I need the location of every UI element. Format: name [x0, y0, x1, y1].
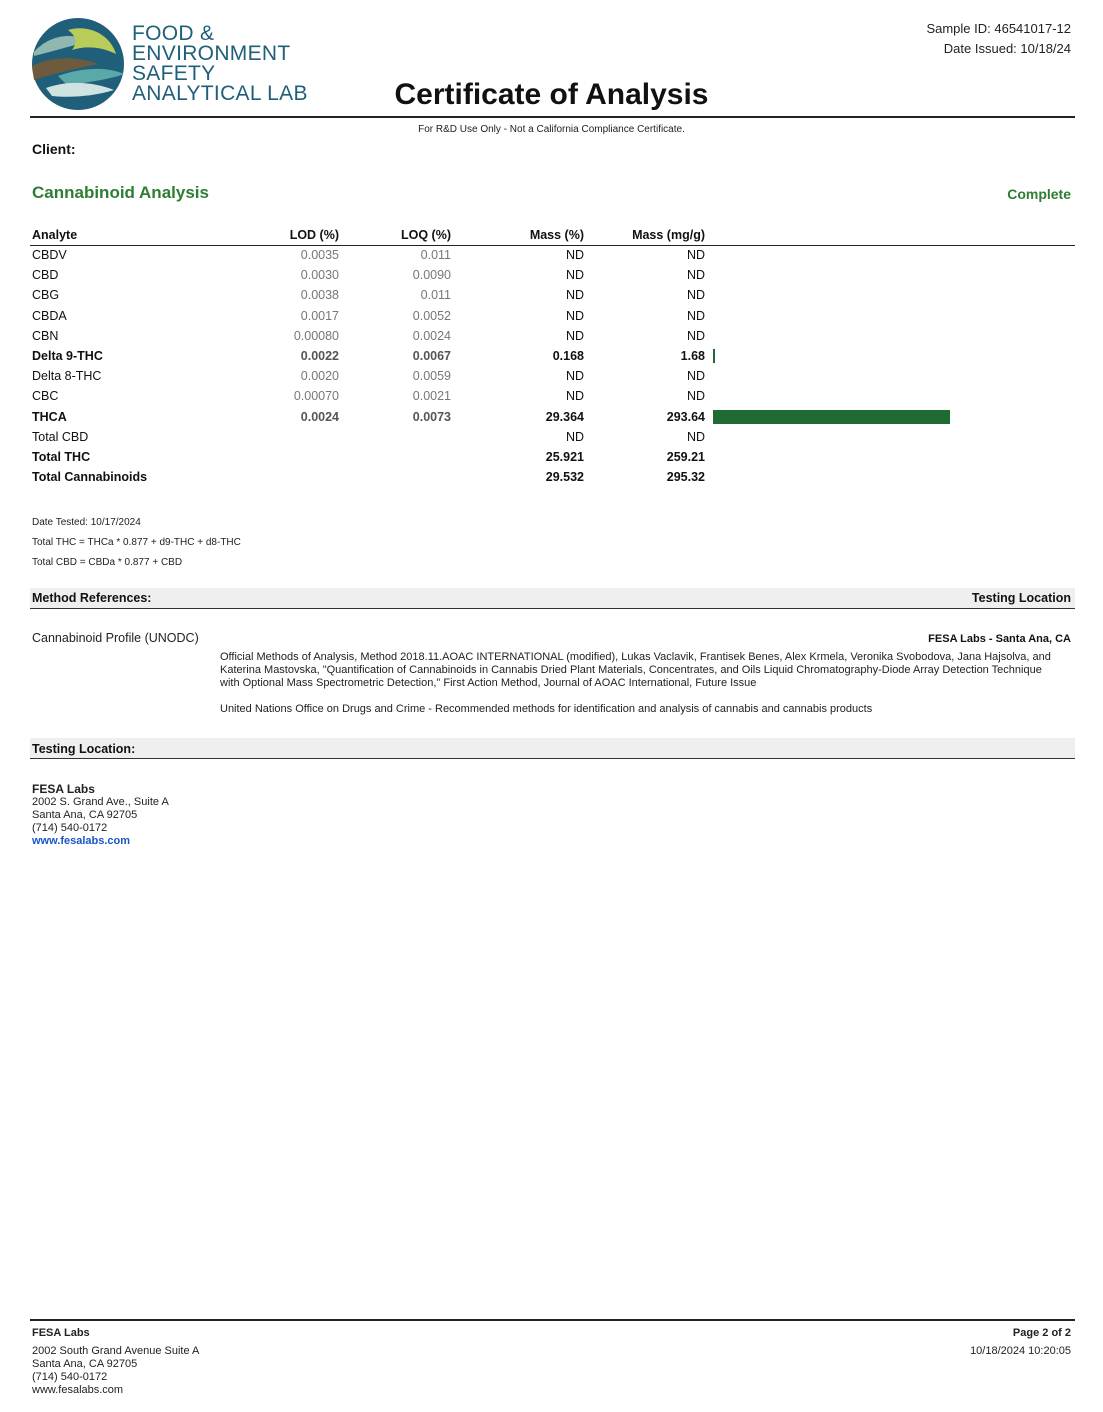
analyte-name: CBG [32, 288, 60, 303]
col-header-analyte: Analyte [32, 228, 78, 242]
mass-pct-value: 29.532 [545, 470, 584, 485]
footer-page-info [970, 1327, 1071, 1358]
disclaimer: For R&D Use Only - Not a California Compliance Certificate. [418, 124, 685, 135]
loq-value: 0.0067 [412, 348, 451, 363]
mass-pct-value: ND [565, 429, 584, 444]
col-header-lod: LOD (%) [289, 228, 339, 242]
test-notes [32, 513, 241, 573]
mass-pct-value: 29.364 [545, 409, 584, 424]
testing-location-header: Testing Location [971, 591, 1071, 605]
table-row [30, 468, 1075, 488]
table-row [30, 347, 1075, 367]
mass-mg-value: ND [686, 308, 705, 323]
analyte-name: Total Cannabinoids [32, 470, 148, 485]
loq-value: 0.011 [420, 288, 451, 303]
mass-mg-value: ND [686, 288, 705, 303]
table-row [30, 266, 1075, 286]
mass-pct-value: 25.921 [545, 449, 584, 464]
date-issued: Date Issued: 10/18/24 [943, 41, 1071, 56]
mass-mg-value: ND [686, 389, 705, 404]
loq-value: 0.0024 [412, 328, 451, 343]
col-header-loq: LOQ (%) [401, 228, 451, 242]
mass-pct-value: ND [565, 288, 584, 303]
table-row [30, 307, 1075, 327]
mass-mg-value: ND [686, 268, 705, 283]
analyte-name: Delta 8-THC [32, 369, 102, 384]
lod-value: 0.0020 [300, 369, 339, 384]
mass-pct-value: ND [565, 248, 584, 262]
table-header [30, 227, 1075, 246]
address-line: Santa Ana, CA 92705 [32, 809, 138, 821]
col-header-mass-pct: Mass (%) [529, 228, 584, 242]
mass-pct-value: ND [565, 268, 584, 283]
col-header-mass-mg: Mass (mg/g) [632, 228, 705, 242]
lod-value: 0.00080 [293, 328, 339, 343]
method-references-band [30, 588, 1075, 609]
lod-value: 0.0022 [300, 348, 339, 363]
lod-value: 0.0030 [300, 268, 339, 283]
phone: (714) 540-0172 [32, 822, 108, 834]
mass-mg-value: 293.64 [666, 409, 705, 424]
total-cbd-formula: Total CBD = CBDa * 0.877 + CBD [32, 557, 183, 568]
page-title-text: Certificate of Analysis [394, 78, 709, 111]
analyte-name: CBDA [32, 308, 67, 323]
generated-timestamp: 10/18/2024 10:20:05 [970, 1345, 1071, 1357]
mass-mg-value: ND [686, 369, 705, 384]
sample-meta [926, 19, 1071, 59]
date-tested: Date Tested: 10/17/2024 [32, 517, 141, 528]
mass-pct-value: ND [565, 369, 584, 384]
page-title [0, 78, 1103, 112]
loq-value: 0.0059 [412, 369, 451, 384]
loq-value: 0.0021 [412, 389, 451, 404]
analyte-name: Total CBD [32, 429, 89, 444]
method-reference-unodc: United Nations Office on Drugs and Crime - Recommended methods for identification and analysis of cannabis and cannabis products [220, 703, 873, 715]
header-divider [30, 116, 1075, 118]
testing-location-label: Testing Location: [32, 742, 136, 756]
loq-value: 0.0073 [412, 409, 451, 424]
method-reference-aoac: Official Methods of Analysis, Method 2018.11.AOAC INTERNATIONAL (modified), Lukas Vaclavik, Frantisek Benes, Alex Krmela, Veronika Svobodova, Jana Hajsolva, and Katerina Mastovska, "Quantification of Cannabinoids in Cannabis Dried Plant Materials, Concentrates, and Oils Liquid Chromatography-Diode Array Detection Technique with Optional Mass Spectrometric Detection," First Action Method, Journal of AOAC International, Future Issue [220, 651, 1051, 689]
logo-line: SAFETY [132, 62, 216, 85]
mass-mg-value: ND [686, 429, 705, 444]
mass-mg-value: ND [686, 248, 705, 262]
table-row [30, 428, 1075, 448]
section-title: Cannabinoid Analysis [32, 183, 209, 202]
table-row [30, 286, 1075, 306]
table-row [30, 387, 1075, 407]
client-label: Client: [32, 141, 76, 157]
analyte-name: CBD [32, 268, 59, 283]
loq-value: 0.0090 [412, 268, 451, 283]
analyte-name: Total THC [32, 449, 91, 464]
mass-bar [713, 410, 950, 424]
lod-value: 0.00070 [293, 389, 339, 404]
method-references-label: Method References: [32, 591, 152, 605]
footer-address-line: 2002 South Grand Avenue Suite A [32, 1345, 200, 1357]
analyte-name: THCA [32, 409, 67, 424]
method-location: FESA Labs - Santa Ana, CA [928, 633, 1071, 645]
analyte-name: CBN [32, 328, 59, 343]
table-row [30, 408, 1075, 428]
table-body [30, 246, 1075, 488]
method-name: Cannabinoid Profile (UNODC) [32, 631, 199, 645]
footer-website: www.fesalabs.com [32, 1384, 124, 1396]
testing-location-address [32, 782, 169, 848]
analyte-name: CBDV [32, 248, 67, 262]
lod-value: 0.0035 [300, 248, 339, 262]
mass-pct-value: ND [565, 328, 584, 343]
table-row [30, 448, 1075, 468]
logo-line: ENVIRONMENT [132, 42, 291, 65]
testing-location-band [30, 738, 1075, 759]
mass-mg-value: 295.32 [666, 470, 705, 485]
mass-pct-value: ND [565, 308, 584, 323]
mass-mg-value: 259.21 [666, 449, 705, 464]
mass-mg-value: 1.68 [680, 348, 705, 363]
footer-address-line: Santa Ana, CA 92705 [32, 1358, 138, 1370]
lod-value: 0.0024 [300, 409, 339, 424]
website-link[interactable]: www.fesalabs.com [32, 835, 131, 847]
analyte-name: Delta 9-THC [32, 348, 103, 363]
lab-name: FESA Labs [32, 782, 95, 796]
footer-lab-name: FESA Labs [32, 1327, 90, 1339]
lod-value: 0.0017 [300, 308, 339, 323]
logo-line: ANALYTICAL LAB [132, 82, 308, 105]
address-line: 2002 S. Grand Ave., Suite A [32, 796, 169, 808]
mass-pct-value: 0.168 [552, 348, 584, 363]
mass-mg-value: ND [686, 328, 705, 343]
page-number: Page 2 of 2 [1012, 1327, 1071, 1339]
table-row [30, 367, 1075, 387]
footer-divider [30, 1319, 1075, 1321]
table-row [30, 327, 1075, 347]
mass-bar [713, 349, 715, 363]
sample-id: Sample ID: 46541017-12 [926, 21, 1071, 36]
loq-value: 0.0052 [412, 308, 451, 323]
mass-pct-value: ND [565, 389, 584, 404]
logo-line: FOOD & [132, 22, 215, 45]
total-thc-formula: Total THC = THCa * 0.877 + d9-THC + d8-THC [32, 537, 241, 548]
cannabinoid-table [30, 227, 1075, 488]
analyte-name: CBC [32, 389, 59, 404]
footer-address [32, 1327, 199, 1397]
loq-value: 0.011 [420, 248, 451, 262]
footer-phone: (714) 540-0172 [32, 1371, 108, 1383]
status-badge: Complete [1007, 186, 1071, 202]
table-row [30, 246, 1075, 266]
lod-value: 0.0038 [300, 288, 339, 303]
